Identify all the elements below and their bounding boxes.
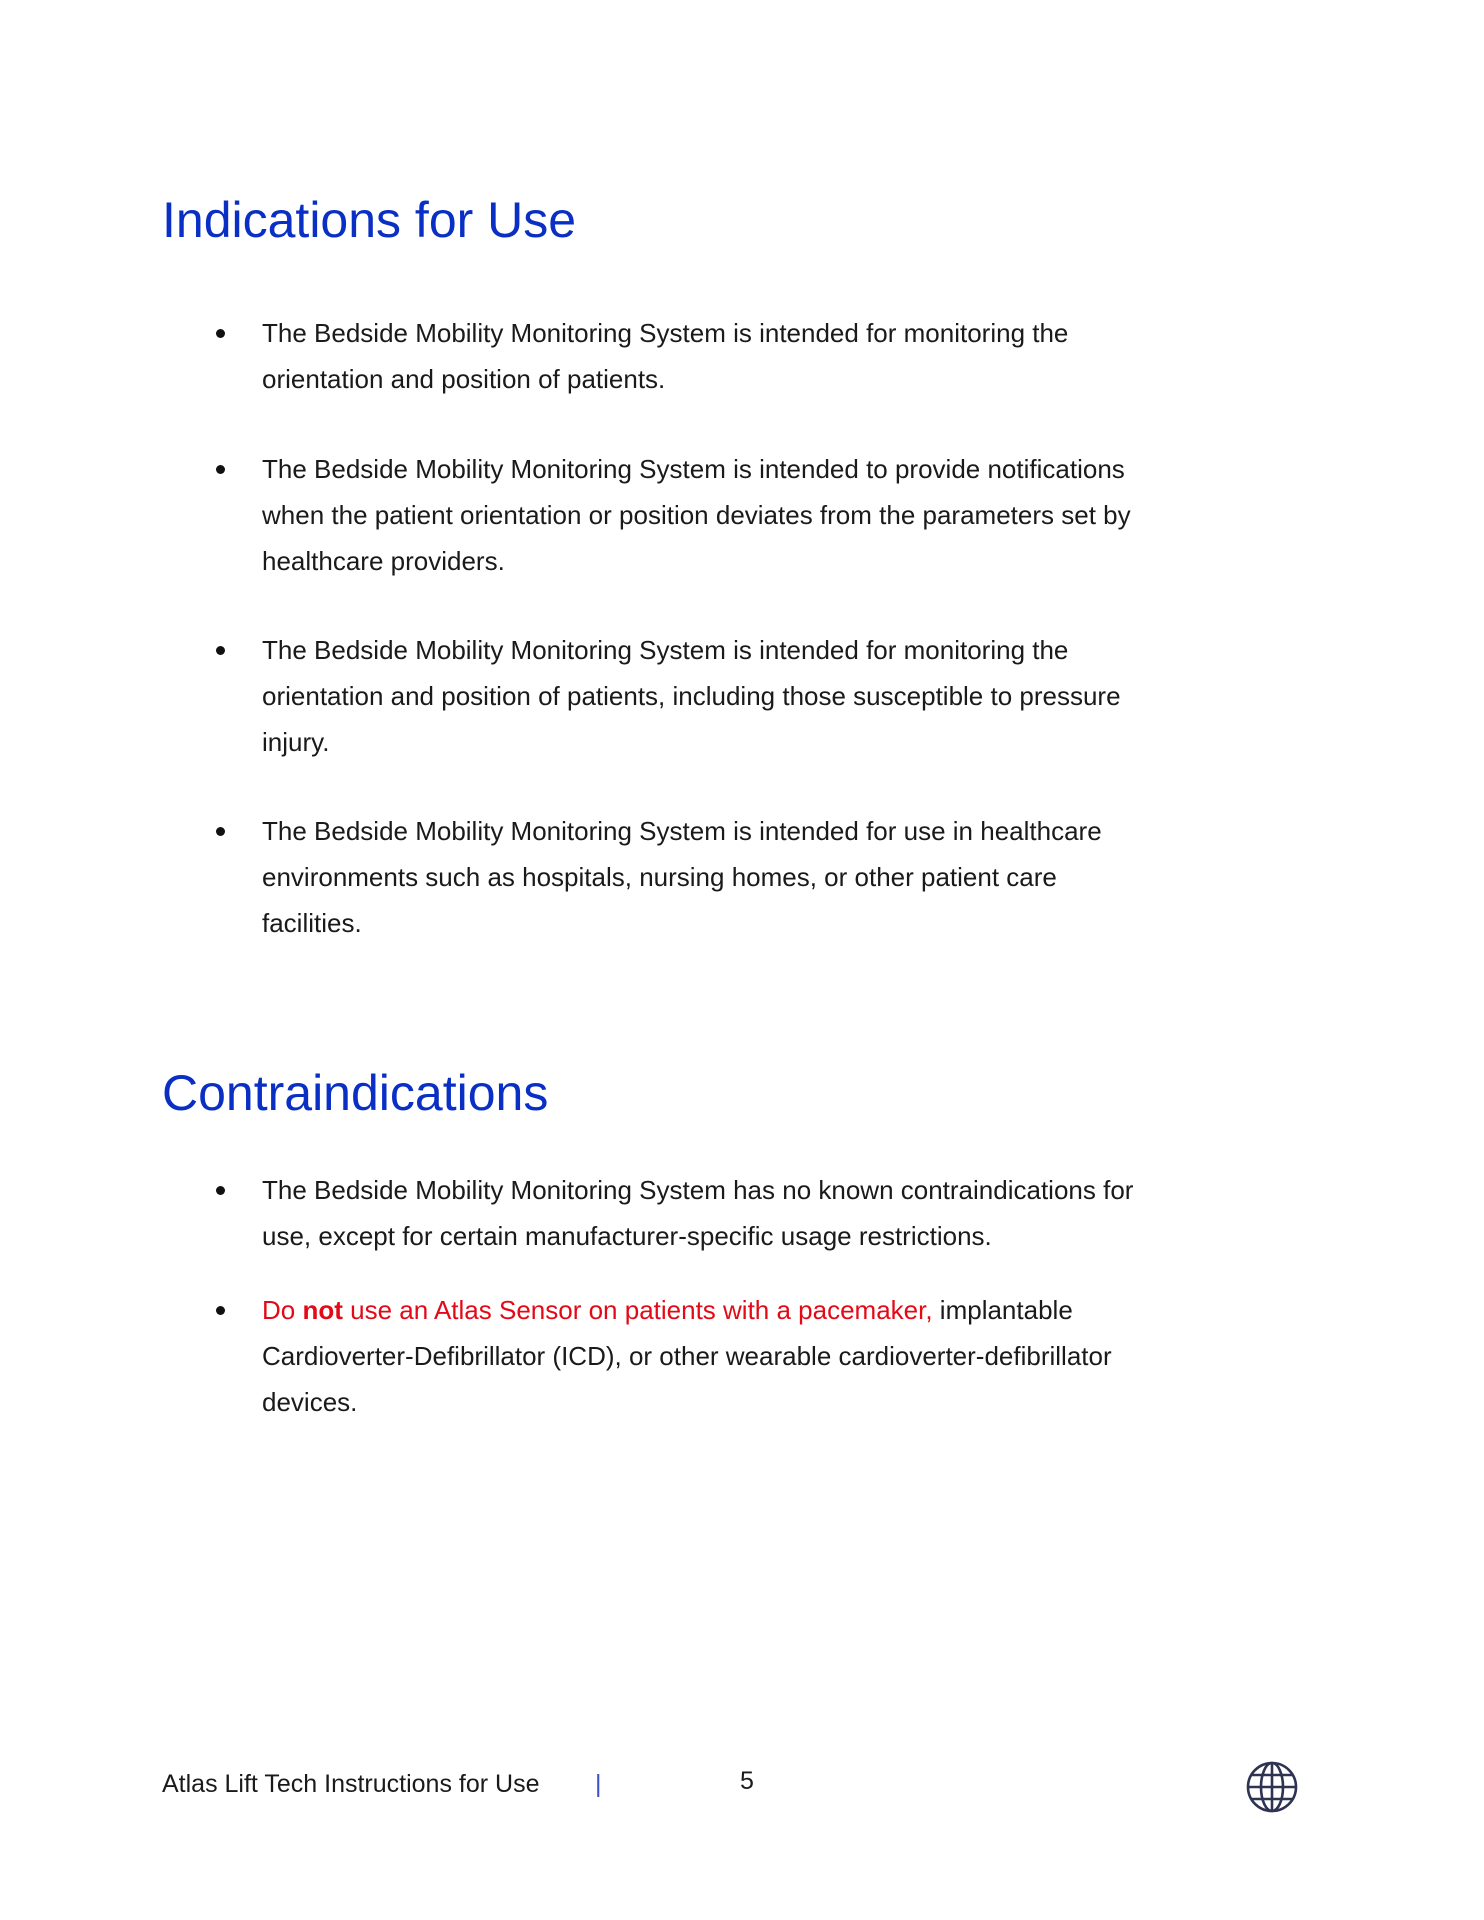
text-line: The Bedside Mobility Monitoring System is intended for monitoring the: [262, 635, 1069, 665]
text-line: [262, 1287, 1112, 1333]
text-segment: implantable: [932, 1295, 1073, 1325]
page-number: 5: [740, 1767, 754, 1795]
footer-document-title: Atlas Lift Tech Instructions for Use: [162, 1770, 540, 1798]
text-line: facilities.: [262, 908, 362, 938]
list-item: [224, 808, 1102, 946]
text-line: Cardioverter-Defibrillator (ICD), or other wearable cardioverter-defibrillator: [262, 1341, 1112, 1371]
bullet: [216, 329, 225, 338]
footer-separator: |: [595, 1770, 602, 1798]
list-item: [224, 627, 1121, 765]
text-line: The Bedside Mobility Monitoring System has no known contraindications for: [262, 1175, 1134, 1205]
text-line: The Bedside Mobility Monitoring System is intended for use in healthcare: [262, 816, 1102, 846]
list-item: [224, 310, 1068, 402]
warning-text: use an Atlas Sensor on patients with a pacemaker,: [342, 1295, 933, 1325]
bullet: [216, 1186, 225, 1195]
text-line: environments such as hospitals, nursing homes, or other patient care: [262, 862, 1057, 892]
text-line: The Bedside Mobility Monitoring System is intended for monitoring the: [262, 318, 1069, 348]
bullet: [216, 465, 225, 474]
text-line: orientation and position of patients.: [262, 364, 666, 394]
text-line: use, except for certain manufacturer-specific usage restrictions.: [262, 1221, 992, 1251]
warning-list-item: [224, 1287, 1112, 1425]
list-item: [224, 446, 1131, 584]
bullet: [216, 827, 225, 836]
text-line: The Bedside Mobility Monitoring System is intended to provide notifications: [262, 454, 1125, 484]
warning-emphasis: not: [302, 1295, 343, 1325]
warning-text: Do: [262, 1295, 303, 1325]
text-line: devices.: [262, 1387, 358, 1417]
bullet: [216, 646, 225, 655]
list-item: [224, 1167, 1133, 1259]
globe-icon: [1245, 1760, 1299, 1814]
heading-indications: Indications for Use: [162, 192, 577, 248]
heading-contraindications: Contraindications: [162, 1065, 549, 1121]
text-line: when the patient orientation or position deviates from the parameters set by: [262, 500, 1131, 530]
text-line: injury.: [262, 727, 330, 757]
text-line: orientation and position of patients, including those susceptible to pressure: [262, 681, 1121, 711]
text-line: healthcare providers.: [262, 546, 505, 576]
bullet: [216, 1306, 225, 1315]
